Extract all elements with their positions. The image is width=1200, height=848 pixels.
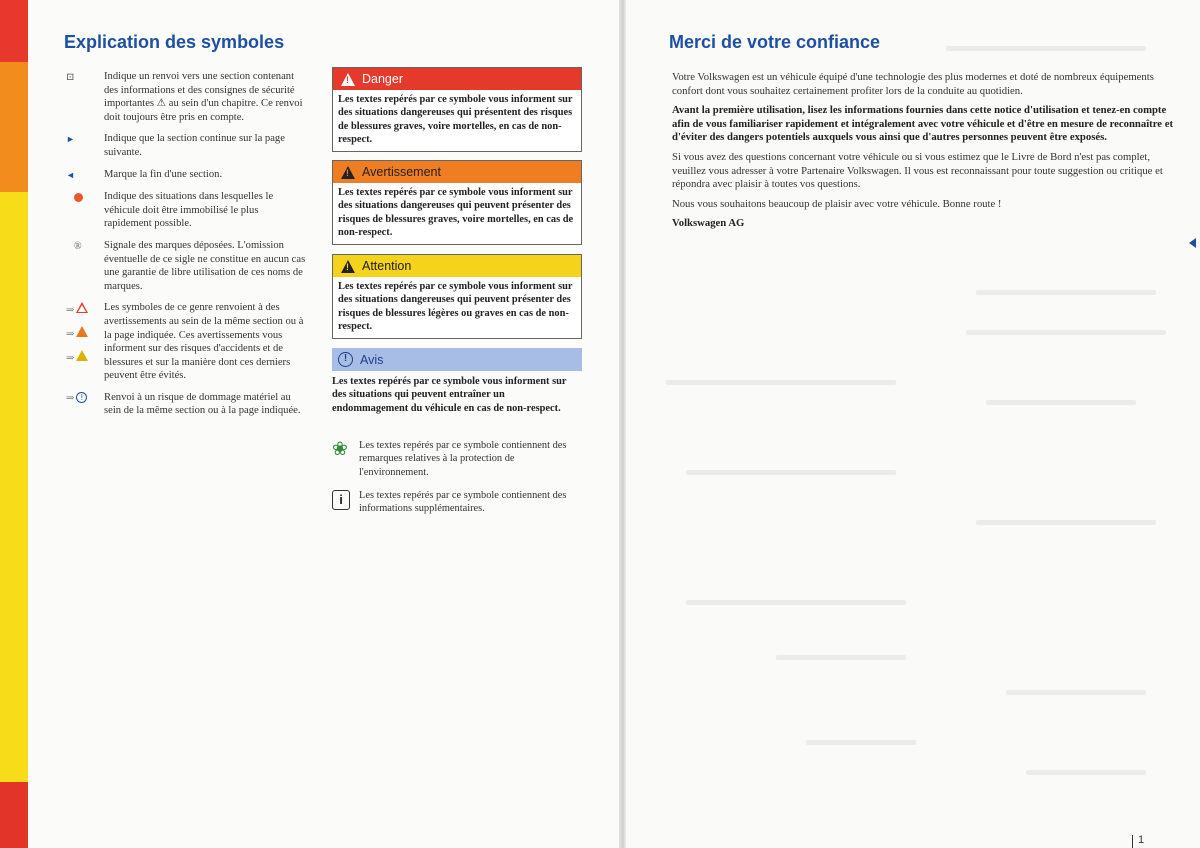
arrow-icon: ⇒ — [66, 328, 75, 340]
symbol-description: Indique un renvoi vers une section contenant des informations et des consignes de sécurité importantes ⚠ au sein d'un chapitre. Ce renvoi doit toujours être pris en compte. — [104, 71, 303, 123]
show-through — [686, 600, 906, 605]
page-title-symbols: Explication des symboles — [64, 32, 285, 52]
show-through — [976, 520, 1156, 525]
triangle-left-icon: ◄ — [66, 169, 75, 180]
symbol-item-warning-refs — [66, 301, 306, 383]
symbol-description: Indique que la section continue sur la page suivante. — [104, 133, 285, 158]
intro-paragraph: Si vous avez des questions concernant votre véhicule ou si vous estimez que le Livre de Bord n'est pas complet, veuillez vous adresser à votre Partenaire Volkswagen. Il vous est reconnaissant pour toute suggestion ou critique et répondra avec plaisir à toutes vos questions. — [672, 150, 1163, 191]
show-through — [686, 470, 896, 475]
strip-red-segment — [0, 0, 28, 62]
flower-icon: ❀ — [332, 439, 348, 460]
section-end-icon — [1189, 238, 1196, 248]
avertissement-box — [332, 160, 582, 245]
page-number-bar — [1132, 835, 1133, 848]
damage-ref-icon — [66, 391, 104, 418]
signature: Volkswagen AG — [672, 217, 745, 230]
environment-note-text: Les textes repérés par ce symbole contiennent des remarques relatives à la protection de l'environnement. — [359, 440, 567, 478]
avertissement-text: Les textes repérés par ce symbole vous informent sur des situations dangereuses qui peuvent présenter des risques de blessures graves, voire mortelles, en cas de non-respect. — [338, 187, 574, 239]
intro-text — [672, 71, 1184, 237]
symbol-item-registered — [66, 239, 306, 293]
page-title-thanks: Merci de votre confiance — [669, 32, 881, 52]
symbol-item-reference — [66, 70, 306, 124]
symbol-item-damage-ref — [66, 391, 306, 418]
warning-triangle-icon — [341, 73, 355, 86]
warning-outline-icon — [76, 302, 88, 313]
registered-icon: ® — [74, 240, 82, 252]
symbol-description: Renvoi à un risque de dommage matériel au sein de la même section ou à la page indiquée. — [104, 391, 301, 417]
warning-refs-icon — [66, 301, 104, 383]
notice-circle-icon: ! — [76, 392, 87, 403]
book-icon: ⊡ — [66, 72, 75, 83]
show-through — [776, 655, 906, 660]
triangle-right-icon: ► — [66, 134, 75, 145]
symbol-item-stop — [66, 190, 306, 231]
show-through — [946, 46, 1146, 51]
show-through — [666, 380, 896, 385]
environment-note — [332, 439, 582, 479]
warning-yellow-icon — [76, 350, 88, 361]
arrow-icon: ⇒ — [66, 352, 75, 364]
avertissement-label: Avertissement — [362, 165, 441, 179]
info-note — [332, 489, 582, 516]
attention-label: Attention — [362, 259, 412, 273]
danger-header — [333, 68, 581, 90]
danger-label: Danger — [362, 72, 403, 86]
avis-header — [332, 348, 582, 371]
intro-paragraph: Votre Volkswagen est un véhicule équipé d'une technologie des plus modernes et doté de nombreux équipements confort dont vous souhaitez certainement profiter lors de la conduite au quotidien. — [672, 71, 1154, 97]
page-number: 1 — [1138, 834, 1145, 846]
avertissement-header — [333, 161, 581, 183]
show-through — [986, 400, 1136, 405]
color-tab-strip — [0, 0, 28, 848]
attention-box — [332, 254, 582, 339]
show-through — [976, 290, 1156, 295]
arrow-icon: ⇒ — [66, 392, 75, 404]
info-note-text: Les textes repérés par ce symbole contiennent des informations supplémentaires. — [359, 490, 567, 515]
symbol-description: Signale des marques déposées. L'omission éventuelle de ce sigle ne constitue en aucun cas une garantie de libre utilisation de ces noms de marques. — [104, 239, 306, 292]
warning-triangle-icon — [341, 260, 355, 273]
attention-header — [333, 255, 581, 277]
strip-orange-segment — [0, 62, 28, 192]
attention-text: Les textes repérés par ce symbole vous informent sur des situations dangereuses qui peuvent présenter des risques de blessures légères ou graves en cas de non-respect. — [338, 281, 573, 333]
symbol-item-end — [66, 168, 306, 183]
strip-yellow-segment — [0, 192, 28, 782]
show-through — [806, 740, 916, 745]
symbol-list — [66, 70, 306, 426]
show-through — [1026, 770, 1146, 775]
warning-triangle-icon — [341, 166, 355, 179]
stop-icon — [66, 190, 104, 231]
intro-paragraph: Nous vous souhaitons beaucoup de plaisir avec votre véhicule. Bonne route ! — [672, 197, 1002, 210]
arrow-icon: ⇒ — [66, 305, 75, 317]
danger-text: Les textes repérés par ce symbole vous informent sur des situations dangereuses qui présentent des risques de blessures graves, voire mortelles, en cas de non-respect. — [338, 94, 573, 146]
info-icon: i — [332, 490, 350, 510]
exclamation-circle-icon: ! — [338, 352, 353, 367]
intro-paragraph-bold: Avant la première utilisation, lisez les informations fournies dans cette notice d'utilisation et tenez-en compte afin de vous familiariser rapidement et intégralement avec votre véhicule et d'être en mesure de reconnaître et d'éviter des dangers potentiels auxquels vous ainsi que d'autres personnes peuvent être exposés. — [672, 104, 1174, 144]
show-through — [966, 330, 1166, 335]
strip-red-bottom-segment — [0, 782, 28, 848]
symbol-description: Les symboles de ce genre renvoient à des avertissements au sein de la même section ou à la page indiquée. Ces avertissements vous informent sur des risques d'accidents et de blessures et sur la manière dont ces derniers peuvent être évités. — [104, 302, 304, 382]
show-through — [1006, 690, 1146, 695]
avis-text: Les textes repérés par ce symbole vous informent sur des situations qui peuvent entraîner un endommagement du véhicule en cas de non-respect. — [332, 376, 567, 414]
symbol-description: Marque la fin d'une section. — [104, 168, 223, 180]
symbol-description: Indique des situations dans lesquelles le véhicule doit être immobilisé le plus rapidement possible. — [104, 191, 274, 230]
avis-label: Avis — [360, 352, 384, 367]
danger-box — [332, 67, 582, 152]
warning-orange-icon — [76, 326, 88, 337]
symbol-item-continue — [66, 132, 306, 159]
